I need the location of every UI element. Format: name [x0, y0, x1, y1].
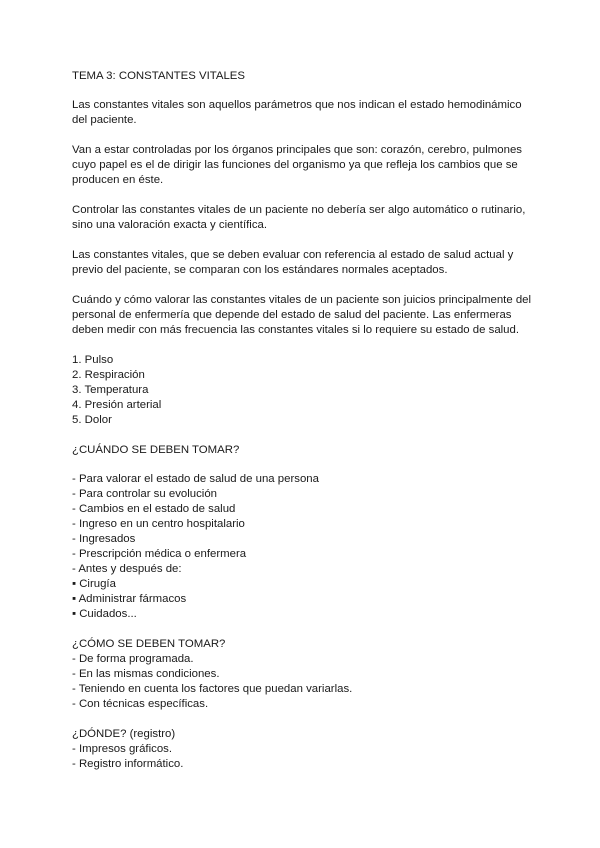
paragraph-definition	[72, 98, 540, 128]
list-item: - Impresos gráficos.	[72, 743, 173, 755]
list-item: - Con técnicas específicas.	[72, 698, 209, 710]
list-item: 2. Respiración	[72, 369, 145, 381]
list-item: - Prescripción médica o enfermera	[72, 548, 247, 560]
paragraph-line: Van a estar controladas por los órganos principales que son: corazón, cerebro, pulmones	[72, 144, 522, 156]
list-item: ▪ Administrar fármacos	[72, 593, 187, 605]
paragraph-line: Cuándo y cómo valorar las constantes vitales de un paciente son juicios principalmente del	[72, 294, 532, 306]
list-item: 4. Presión arterial	[72, 399, 162, 411]
where-list	[72, 742, 540, 772]
list-item: - Ingresados	[72, 533, 136, 545]
paragraph-control	[72, 203, 540, 233]
list-item: - Ingreso en un centro hospitalario	[72, 518, 245, 530]
paragraph-line: Las constantes vitales, que se deben evaluar con referencia al estado de salud actual y	[72, 249, 514, 261]
list-item: - Para valorar el estado de salud de una persona	[72, 473, 319, 485]
list-item: - Para controlar su evolución	[72, 488, 217, 500]
list-item: - Antes y después de:	[72, 563, 182, 575]
section-heading-how: ¿CÓMO SE DEBEN TOMAR?	[72, 638, 226, 650]
list-item: ▪ Cirugía	[72, 578, 116, 590]
when-list	[72, 472, 540, 622]
document-title: TEMA 3: CONSTANTES VITALES	[72, 70, 246, 82]
paragraph-line: deben medir con más frecuencia las constantes vitales si lo requiere su estado de salud.	[72, 324, 520, 336]
paragraph-organs	[72, 143, 540, 188]
list-item: - Teniendo en cuenta los factores que puedan variarlas.	[72, 683, 353, 695]
vitals-list	[72, 353, 540, 428]
list-item: 1. Pulso	[72, 354, 114, 366]
section-heading-when: ¿CUÁNDO SE DEBEN TOMAR?	[72, 444, 240, 456]
paragraph-evaluation	[72, 248, 540, 278]
paragraph-line: cuyo papel es el de dirigir las funciones del organismo ya que refleja los cambios que se	[72, 159, 518, 171]
paragraph-line: sino una valoración exacta y científica.	[72, 219, 268, 231]
list-item: 5. Dolor	[72, 414, 112, 426]
list-item: - Cambios en el estado de salud	[72, 503, 236, 515]
paragraph-nursing	[72, 293, 540, 338]
list-item: 3. Temperatura	[72, 384, 149, 396]
list-item: - Registro informático.	[72, 758, 184, 770]
section-heading-where: ¿DÓNDE? (registro)	[72, 728, 176, 740]
paragraph-line: Controlar las constantes vitales de un paciente no debería ser algo automático o rutinario,	[72, 204, 526, 216]
paragraph-line: del paciente.	[72, 114, 137, 126]
how-list	[72, 652, 540, 712]
list-item: ▪ Cuidados...	[72, 608, 137, 620]
paragraph-line: Las constantes vitales son aquellos parámetros que nos indican el estado hemodinámico	[72, 99, 522, 111]
paragraph-line: previo del paciente, se comparan con los estándares normales aceptados.	[72, 264, 448, 276]
list-item: - En las mismas condiciones.	[72, 668, 220, 680]
paragraph-line: producen en éste.	[72, 174, 164, 186]
paragraph-line: personal de enfermería que depende del estado de salud del paciente. Las enfermeras	[72, 309, 512, 321]
list-item: - De forma programada.	[72, 653, 194, 665]
